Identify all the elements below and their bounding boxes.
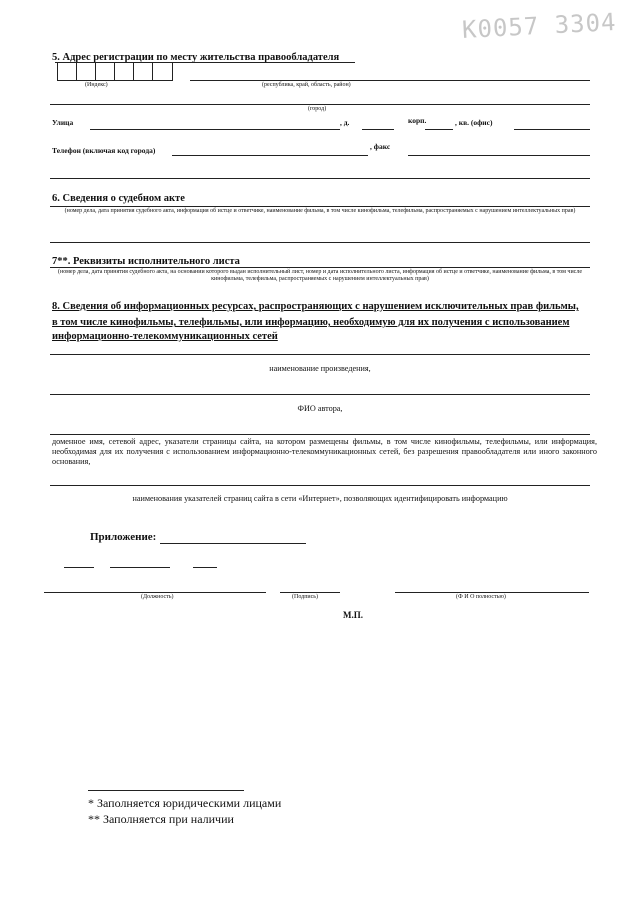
section8-title-line1: 8. Сведения об информационных ресурсах, распространяющих с нарушением исключительных прав фильмы,: [52, 301, 579, 312]
fax-label: , факс: [370, 142, 391, 151]
author-caption: ФИО автора,: [297, 404, 343, 413]
section8-title-line2: в том числе кинофильмы, телефильмы, или информацию, необходимую для их получения с использованием: [52, 317, 570, 328]
fax-field[interactable]: [408, 155, 590, 156]
author-field[interactable]: [50, 394, 590, 395]
index-line: [57, 80, 172, 81]
fullname-field[interactable]: [395, 592, 589, 593]
apt-label: , кв. (офис): [455, 118, 493, 127]
section6-field[interactable]: [50, 206, 590, 207]
region-caption: (республика, край, область, район): [262, 82, 351, 88]
section7-field[interactable]: [50, 267, 590, 268]
section6-caption: (номер дела, дата принятия судебного акта, информация об истце и ответчике, наименование фильма, в том числе кинофильма, телефильма, распространяемых с нарушением интеллектуальных прав): [64, 208, 576, 214]
work-field[interactable]: [50, 354, 590, 355]
apt-field[interactable]: [514, 129, 590, 130]
signature-caption: (Подпись): [292, 594, 319, 600]
street-field[interactable]: [90, 129, 340, 130]
signature-field[interactable]: [280, 592, 340, 593]
section7-title: 7**. Реквизиты исполнительного листа: [52, 256, 240, 267]
seal-label: М.П.: [343, 610, 363, 620]
corp-field[interactable]: [425, 129, 453, 130]
date-day-field[interactable]: [64, 567, 94, 568]
corp-label: корп.: [408, 116, 427, 125]
date-month-field[interactable]: [110, 567, 170, 568]
house-label: , д.: [340, 118, 350, 127]
house-field[interactable]: [362, 129, 394, 130]
attachment-field[interactable]: [160, 543, 306, 544]
section5-title: 5. Адрес регистрации по месту жительства правообладателя: [52, 52, 340, 63]
city-caption: (город): [308, 106, 327, 112]
region-field[interactable]: [190, 80, 590, 81]
registration-stamp: K0057 3304: [461, 7, 618, 45]
section6-title: 6. Сведения о судебном акте: [52, 193, 185, 204]
domain-field[interactable]: [50, 434, 590, 435]
fullname-caption: (Ф И О полностью): [456, 594, 506, 600]
section6-blank-line[interactable]: [50, 242, 590, 243]
position-field[interactable]: [44, 592, 266, 593]
domain-caption: доменное имя, сетевой адрес, указатели страницы сайта, на котором размещены фильмы, в том числе кинофильмы, телефильмы, или информация, необходимая для их получения с использованием информационно-телекоммуникационных сетей, без разрешения правообладателя или иного законного основания,: [52, 437, 597, 466]
pointers-field[interactable]: [50, 485, 590, 486]
position-caption: (Должность): [141, 594, 174, 600]
section8-title-line3: информационно-телекоммуникационных сетей: [52, 331, 278, 342]
section7-caption: (номер дела, дата принятия судебного акта, на основании которого выдан исполнительный лист, номер и дата исполнительного листа, информация об истце и ответчике, наименование фильма, в том числе кинофильма, телефильма, распространяемых с нарушением интеллектуальных прав): [58, 269, 582, 282]
work-caption: наименование произведения,: [269, 364, 371, 373]
street-label: Улица: [52, 118, 74, 127]
phone-label: Телефон (включая код города): [52, 146, 156, 155]
footnote-separator: [88, 790, 244, 791]
attachment-label: Приложение:: [90, 531, 157, 543]
index-caption: (Индекс): [85, 82, 108, 88]
phone-field[interactable]: [172, 155, 368, 156]
pointers-caption: наименования указателей страниц сайта в сети «Интернет», позволяющих идентифицировать информацию: [132, 494, 508, 503]
footnote-2: ** Заполняется при наличии: [88, 812, 234, 826]
address-line[interactable]: [50, 104, 590, 105]
section5-blank-line[interactable]: [50, 178, 590, 179]
date-year-field[interactable]: [193, 567, 217, 568]
footnote-1: * Заполняется юридическими лицами: [88, 796, 282, 810]
